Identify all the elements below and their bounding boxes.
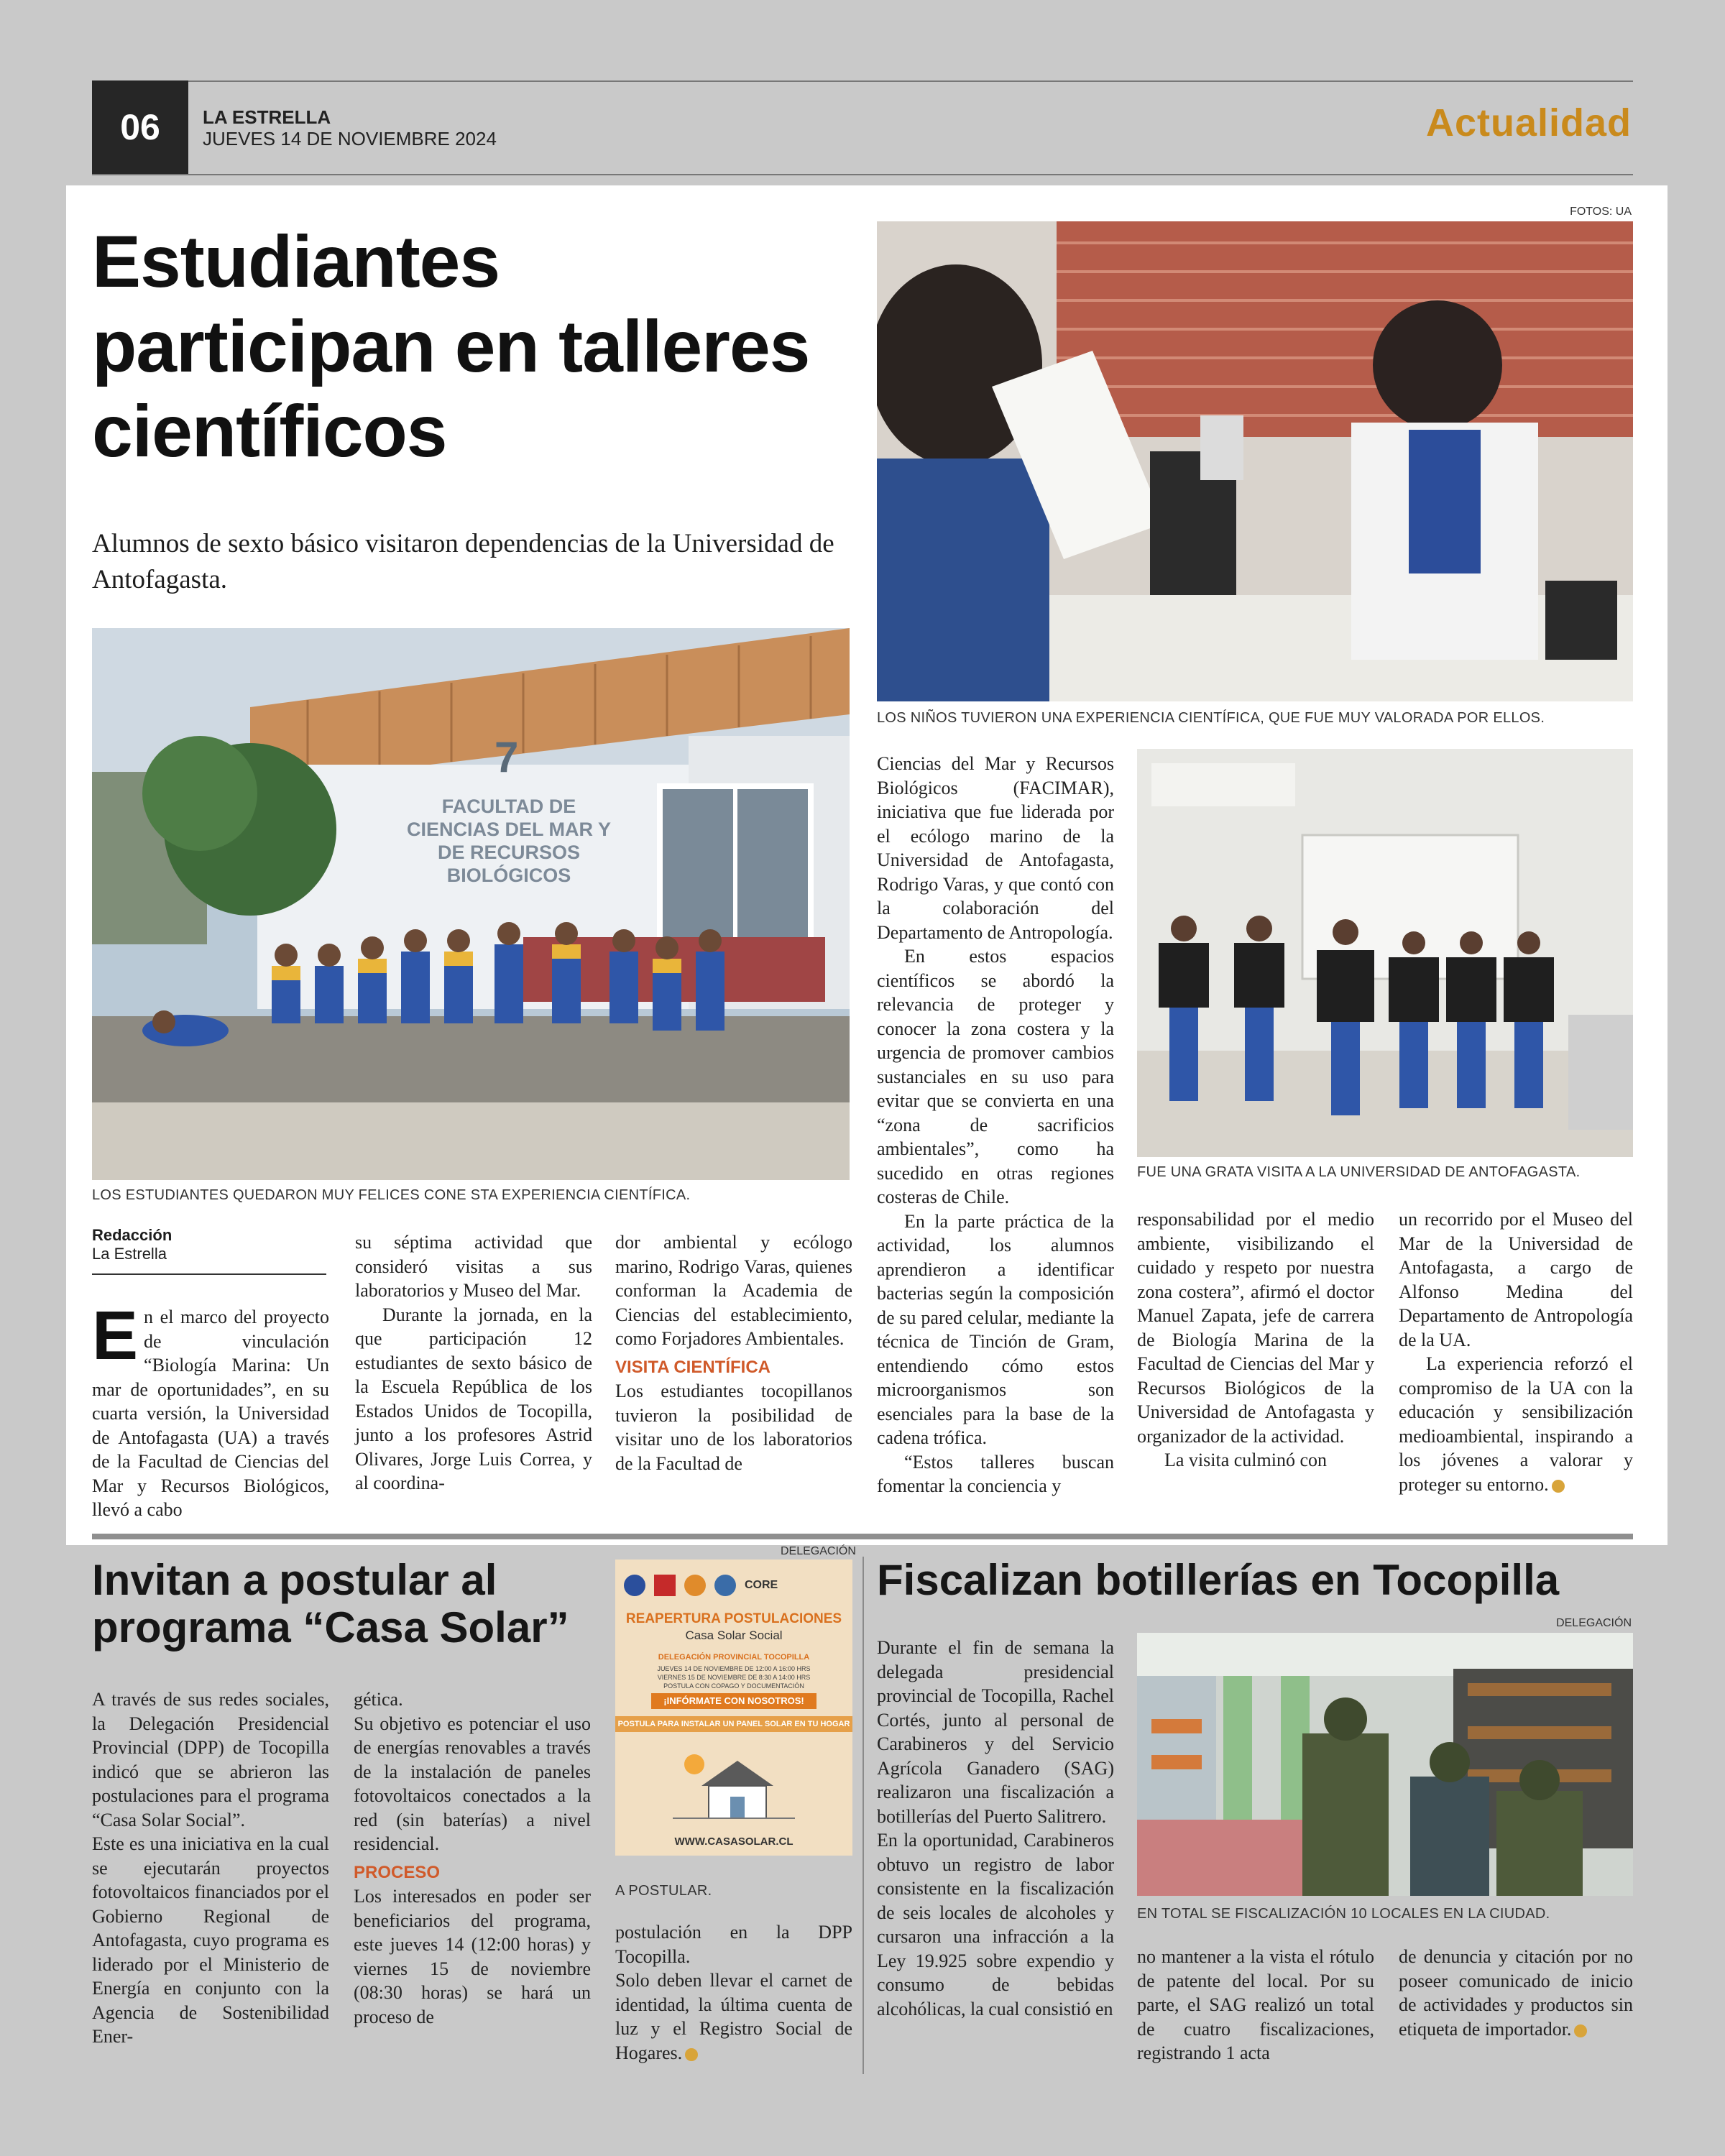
photo-credit: DELEGACIÓN bbox=[1556, 1617, 1632, 1629]
article2-column-2 bbox=[354, 1687, 591, 2029]
masthead bbox=[203, 106, 497, 149]
article1-paragraph: Los estudiantes tocopillanos tuvieron la posibilidad de visitar uno de los laboratorios de la Facultad de bbox=[615, 1381, 852, 1474]
article1-paragraph: un recorrido por el Museo del Mar de la Universidad de Antofagasta, a cargo de Alfonso Medina del Departamento de Antropología de la UA. bbox=[1399, 1209, 1633, 1350]
byline-name: Redacción bbox=[92, 1226, 172, 1244]
government-logo-icon bbox=[624, 1575, 645, 1596]
poster-line: POSTULA CON COPAGO Y DOCUMENTACIÓN bbox=[663, 1682, 804, 1690]
poster-line: JUEVES 14 DE NOVIEMBRE DE 12:00 A 16:00 HRS bbox=[657, 1665, 811, 1672]
photo-credit: DELEGACIÓN bbox=[781, 1545, 856, 1557]
photo-students-building bbox=[92, 628, 850, 1180]
article1-paragraph: La experiencia reforzó el compromiso de la UA con la educación y sensibilización medioambiental, inspirando a los jóvenes a valorar y proteger su entorno. bbox=[1399, 1353, 1633, 1495]
caption-lab: LOS NIÑOS TUVIERON UNA EXPERIENCIA CIENTÍFICA, QUE FUE MUY VALORADA POR ELLOS. bbox=[877, 710, 1545, 726]
article1-paragraph: La visita culminó con bbox=[1164, 1450, 1328, 1470]
caption-students-building: LOS ESTUDIANTES QUEDARON MUY FELICES CONE STA EXPERIENCIA CIENTÍFICA. bbox=[92, 1187, 691, 1203]
article2-column-1 bbox=[92, 1687, 329, 2049]
photo-lab bbox=[877, 221, 1633, 701]
region-logo-icon bbox=[714, 1575, 736, 1596]
group-illustration bbox=[1137, 749, 1633, 1157]
photo-inspection bbox=[1137, 1633, 1633, 1896]
caption-inspection: EN TOTAL SE FISCALIZACIÓN 10 LOCALES EN LA CIUDAD. bbox=[1137, 1906, 1550, 1922]
ministry-logo-icon bbox=[654, 1575, 676, 1596]
poster-place: DELEGACIÓN PROVINCIAL TOCOPILLA bbox=[658, 1653, 810, 1662]
article1-paragraph: n el marco del proyecto de vinculación “Biología Marina: Un mar de oportunidades”, en su cuarta versión, la Universidad de Antofagasta (UA) a través de la Facultad de Ciencias del Mar y Recursos Biológicos, llevó a cabo bbox=[92, 1307, 329, 1520]
article3-column-1 bbox=[877, 1636, 1114, 2021]
article1-paragraph: responsabilidad por el medio ambiente, visibilizando el cuidado y respeto por nuestra zona costera”, afirmó el doctor Manuel Zapata, jefe de carrera de Biología Marina de la Facultad de Ciencias del Mar y Recursos Biológicos de la Universidad de Antofagasta y organizador de la actividad. bbox=[1137, 1209, 1374, 1447]
poster-line: VIERNES 15 DE NOVIEMBRE DE 8:30 A 14:00 HRS bbox=[657, 1674, 811, 1681]
article3-paragraph: En la oportunidad, Carabineros obtuvo un registro de labor consistente en la fiscalización de seis locales de alcoholes y cursaron una infracción a la Ley 19.925 sobre expendio y consumo de bebidas alcohólicas, la cual consistió en bbox=[877, 1830, 1114, 2019]
article2-paragraph: gética. bbox=[354, 1689, 403, 1710]
students-building-illustration bbox=[92, 628, 850, 1180]
article1-column-5 bbox=[1137, 1207, 1374, 1473]
article2-title: Invitan a postular al programa “Casa Solar” bbox=[92, 1556, 569, 1651]
header-bottom-rule bbox=[92, 174, 1633, 175]
poster-cta: ¡INFÓRMATE CON NOSOTROS! bbox=[651, 1693, 816, 1709]
end-mark-icon bbox=[1574, 2024, 1587, 2037]
article3-paragraph: Durante el fin de semana la delegada presidencial provincial de Tocopilla, Rachel Cortés, junto al personal de Carabineros y del Servicio Agrícola Ganadero (SAG) realizaron una fiscalización a botillerías del Puerto Salitrero. bbox=[877, 1637, 1114, 1827]
photo-credit: FOTOS: UA bbox=[1570, 206, 1632, 218]
issue-date: JUEVES 14 DE NOVIEMBRE 2024 bbox=[203, 128, 497, 149]
section-name: Actualidad bbox=[1425, 101, 1632, 144]
poster-schedule bbox=[615, 1664, 852, 1690]
core-logo: CORE bbox=[745, 1579, 778, 1591]
article-title: Estudiantes participan en talleres científicos bbox=[92, 221, 810, 472]
poster-logos bbox=[624, 1572, 844, 1598]
article1-paragraph: En estos espacios científicos se abordó la relevancia de proteger y conocer la zona costera y la urgencia de promover cambios sustanciales en su uso para evitar que se convierta en una “zona de sacrificios ambientales”, como ha sucedido en otras regiones costeras de Chile. bbox=[877, 946, 1114, 1207]
article1-column-1 bbox=[92, 1297, 329, 1522]
end-mark-icon bbox=[685, 2048, 698, 2061]
poster-url: WWW.CASASOLAR.CL bbox=[674, 1835, 794, 1848]
article1-column-4 bbox=[877, 752, 1114, 1498]
subhead-visita-cientifica: VISITA CIENTÍFICA bbox=[615, 1357, 770, 1377]
article2-paragraph: A través de sus redes sociales, la Delegación Presidencial Provincial (DPP) de Tocopilla indicó que se abrieron las postulaciones para el programa “Casa Solar Social”. bbox=[92, 1689, 329, 1830]
page-number: 06 bbox=[92, 80, 188, 174]
article2-paragraph: Su objetivo es potenciar el uso de energías renovables a través de la instalación de paneles fotovoltaicos conectados a la red (sin baterías) a nivel residencial. bbox=[354, 1713, 591, 1854]
caption-group: FUE UNA GRATA VISITA A LA UNIVERSIDAD DE ANTOFAGASTA. bbox=[1137, 1164, 1581, 1180]
article2-paragraph: Solo deben llevar el carnet de identidad, la última cuenta de luz y el Registro Social de Hogares. bbox=[615, 1970, 852, 2063]
house-solar-panel-icon bbox=[673, 1746, 795, 1825]
end-mark-icon bbox=[1552, 1480, 1565, 1493]
article1-paragraph: su séptima actividad que consideró visitas a sus laboratorios y Museo del Mar. bbox=[355, 1232, 592, 1301]
byline-outlet: La Estrella bbox=[92, 1245, 167, 1263]
liquor-store-illustration bbox=[1137, 1633, 1633, 1896]
article3-column-3 bbox=[1399, 1945, 1633, 2041]
column-divider bbox=[862, 1557, 864, 2074]
agency-logo-icon bbox=[684, 1575, 706, 1596]
byline-rule bbox=[92, 1273, 326, 1275]
article3-column-2 bbox=[1137, 1945, 1374, 2065]
article3-paragraph: no mantener a la vista el rótulo de patente del local. Por su parte, el SAG realizó un total de cuatro fiscalizaciones, registrando 1 acta bbox=[1137, 1946, 1374, 2063]
article2-paragraph: postulación en la DPP Tocopilla. bbox=[615, 1922, 852, 1967]
lab-illustration bbox=[877, 221, 1633, 701]
article1-paragraph: dor ambiental y ecólogo marino, Rodrigo Varas, quienes conforman la Academia de Ciencias del establecimiento, como Forjadores Ambientales. bbox=[615, 1232, 852, 1349]
article1-column-2 bbox=[355, 1230, 592, 1496]
article1-paragraph: Durante la jornada, en la que participación 12 estudiantes de sexto básico de la Escuela República de los Estados Unidos de Tocopilla, junto a los profesores Astrid Olivares, Jorge Luis Correa, y al coordina- bbox=[355, 1304, 592, 1493]
poster-casa-solar bbox=[615, 1560, 852, 1856]
caption-casa-solar: A POSTULAR. bbox=[615, 1883, 712, 1899]
newspaper-name: LA ESTRELLA bbox=[203, 106, 331, 128]
byline bbox=[92, 1226, 326, 1263]
article-subtitle: Alumnos de sexto básico visitaron dependencias de la Universidad de Antofagasta. bbox=[92, 529, 834, 594]
article3-title: Fiscalizan botillerías en Tocopilla bbox=[877, 1556, 1560, 1604]
article-separator bbox=[92, 1534, 1633, 1539]
article1-paragraph: Ciencias del Mar y Recursos Biológicos (FACIMAR), iniciativa que fue liderada por el ecólogo marino de la Universidad de Antofagasta, Rodrigo Varas, y que contó con la colaboración del Departamento de Antropología. bbox=[877, 753, 1114, 943]
article3-paragraph: de denuncia y citación por no poseer comunicado de inicio de actividades y productos sin etiqueta de importador. bbox=[1399, 1946, 1633, 2040]
article1-paragraph: “Estos talleres buscan fomentar la conciencia y bbox=[877, 1451, 1114, 1496]
article1-column-6 bbox=[1399, 1207, 1633, 1496]
poster-title: REAPERTURA POSTULACIONES bbox=[625, 1611, 842, 1626]
poster-band: POSTULA PARA INSTALAR UN PANEL SOLAR EN TU HOGAR bbox=[615, 1716, 852, 1732]
header-top-rule bbox=[92, 80, 1633, 82]
article1-paragraph: En la parte práctica de la actividad, los alumnos aprendieron a identificar bacterias según la composición de su pared celular, mediante la técnica de Tinción de Gram, entendiendo cómo estos microorganismos son esenciales para la base de la cadena trófica. bbox=[877, 1210, 1114, 1448]
drop-cap: E bbox=[92, 1297, 139, 1374]
svg-text:7: 7 bbox=[494, 733, 519, 781]
article2-paragraph: Los interesados en poder ser beneficiarios del programa, este jueves 14 (12:00 horas) y viernes 15 de noviembre (08:30 horas) se hará un proceso de bbox=[354, 1886, 591, 2027]
article2-paragraph: Este es una iniciativa en la cual se ejecutarán proyectos fotovoltaicos financiados por el Gobierno Regional de Antofagasta, cuyo programa es liderado por el Ministerio de Energía en conjunto con la Agencia de Sostenibilidad Ener- bbox=[92, 1833, 329, 2047]
article2-column-3 bbox=[615, 1920, 852, 2065]
subhead-proceso: PROCESO bbox=[354, 1862, 441, 1882]
photo-group-tshirts bbox=[1137, 749, 1633, 1157]
poster-subtitle: Casa Solar Social bbox=[685, 1628, 783, 1642]
building-sign: FACULTAD DE CIENCIAS DEL MAR Y DE RECURSOS BIOLÓGICOS bbox=[406, 796, 612, 886]
article1-column-3 bbox=[615, 1230, 852, 1475]
